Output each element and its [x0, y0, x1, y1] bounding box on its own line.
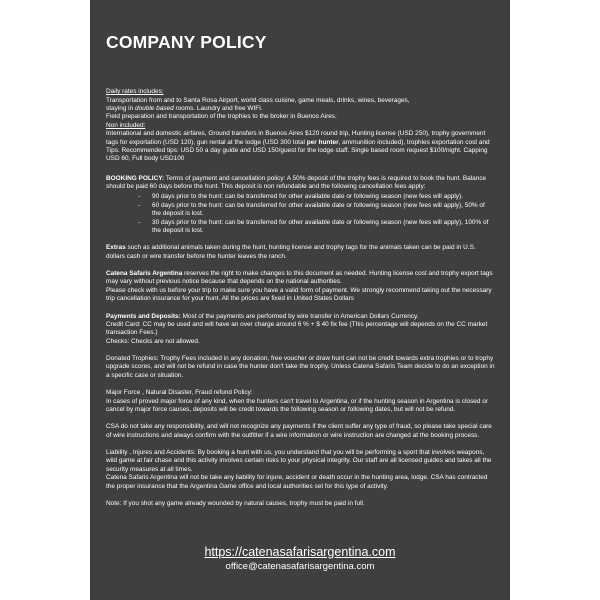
email-address[interactable]: office@catenasafarisargentina.com	[225, 561, 375, 572]
page-title: COMPANY POLICY	[106, 32, 267, 52]
not-included-pre: International and domestic airfares, Ground transfers in Buenos Aires $120 round trip, Hunting license (USD 250), trophy government tags for exportation (USD 120), gun rental at the lodge (USD 300 total	[106, 130, 486, 146]
daily-rates-line-1: Transportation from and to Santa Rosa Airport, world class cuisine, game meals, drinks, wines, beverages,	[106, 96, 410, 104]
daily-rates-line-2-pre: staying in	[106, 105, 135, 112]
daily-rates-line-2-italic: double based	[135, 105, 174, 112]
website-link[interactable]: https://catenasafarisargentina.com	[204, 545, 396, 559]
daily-rates-line-3: Field preparation and transportation of the trophies to the broker in Buenos Aires.	[106, 113, 337, 121]
not-included-heading: Non included:	[106, 121, 146, 129]
daily-rates-line-2-post: rooms. Laundry and free WIFI.	[173, 105, 263, 112]
donated-trophies: Donated Trophies: Trophy Fees included in any donation, free voucher or draw hunt can not be credit towards extra trophies or to trophy upgrade scores, and will not be refund in case the hunter don't take the trophy. Unless Catena Safaris Team decide to do an exception in a specific case or situation.	[106, 355, 495, 379]
extras-paragraph	[106, 244, 495, 261]
booking-policy-label: BOOKING POLICY:	[106, 174, 165, 182]
liability-paragraph-2: Catena Safaris Argentina will not be take any liability for injure, accident or death occur in the hunting area, lodge. CSA has contracted the proper insurance that the Argentina Game office and local authorities set for this type of activity.	[106, 474, 488, 490]
not-included-text	[106, 130, 495, 164]
major-force-heading: Major Force , Natural Disaster, Fraud refund Policy:	[106, 389, 253, 397]
payments-text: Most of the payments are performed by wire transfer in American Dollars Currency.	[180, 312, 419, 320]
catena-text-2: Please check with us before your trip to make sure you have a valid form of payment. We strongly recommend taking out the necessary trip cancellation insurance for your hunt. All the prices are fixed in United States Dollars	[106, 286, 492, 303]
list-item: - 90 days prior to the hunt: can be transferred for other available date or following season (new fees will apply).	[138, 193, 495, 201]
extras-text: such as additional animals taken during the hunt, hunting license and trophy tags for the animals taken can be paid in U.S. dollars cash or wire transfer before the hunter leaves the ranch.	[106, 244, 476, 260]
booking-policy-text: Terms of payment and cancellation policy: A 50% deposit of the trophy fees is required to book the hunt. Balance should be paid 60 days before the hunt. This deposit is non refundable and the following cancellation fees apply:	[106, 174, 487, 190]
payments-credit-card: Credit Card: CC may be used and will have an over charge around 6 % + $ 40 fix fee (This percentage will depends on the CC market transaction Fees.)	[106, 320, 488, 337]
booking-policy	[106, 175, 495, 192]
note-paragraph: Note: If you shot any game already wounded by natural causes, trophy must be paid in full.	[106, 499, 365, 507]
not-included-bold: per hunter	[306, 138, 339, 146]
footer-contact	[90, 545, 510, 572]
liability-paragraph: Liability , Injures and Accidents: By booking a hunt with us, you understand that you will be performing a sport that involves weapons, wild game at fair chase and this activity involves certain risks to your physical integrity. Our staff are all licensed guides and takes all the security measures at all times.	[106, 449, 492, 473]
policy-page	[90, 0, 510, 600]
not-included-post: , ammunition included), trophies exportation cost and Tips. Recommended tips: USD 50 a day guide and USD 150/guest for the lodge staff. Single based room request $100/night. Capping USD 60, Full body USD100	[106, 138, 490, 163]
payments-paragraph	[106, 313, 495, 321]
csa-paragraph: CSA do not take any responsibility, and will not recognize any payments if the client suffer any type of fraud, so please take special care of wire instructions and always confirm with the outfitter if a wire information or wire instruction are changed at the booking process.	[106, 423, 492, 439]
list-item: - 30 days prior to the hunt: can be transferred for other available date or following season (new fees will apply), 100% of the deposit is lost.	[138, 219, 495, 236]
catena-text: reserves the right to make changes to this document as needed. Hunting license cost and trophy export tags may vary without previous notice because that depends on the national authorities.	[106, 270, 493, 286]
cancellation-list	[106, 193, 495, 235]
payments-checks: Checks: Checks are not allowed.	[106, 337, 200, 345]
catena-paragraph	[106, 270, 495, 287]
major-force-text: In cases of proved major force of any kind, when the hunters can't travel to Argentina, or if the hunting season in Argentina is closed or cancel by major force causes, deposits will be credit towards the following season or following dates, but will not be refund.	[106, 397, 488, 413]
daily-rates-line-2	[106, 105, 495, 113]
daily-rates-heading: Daily rates includes:	[106, 88, 164, 96]
extras-label: Extras	[106, 244, 126, 252]
payments-label: Payments and Deposits:	[106, 312, 181, 320]
catena-label: Catena Safaris Argentina	[106, 270, 183, 277]
list-item: - 60 days prior to the hunt: can be transferred for other available date or following season (new fees will apply), 50% of the deposit is lost.	[138, 202, 495, 219]
